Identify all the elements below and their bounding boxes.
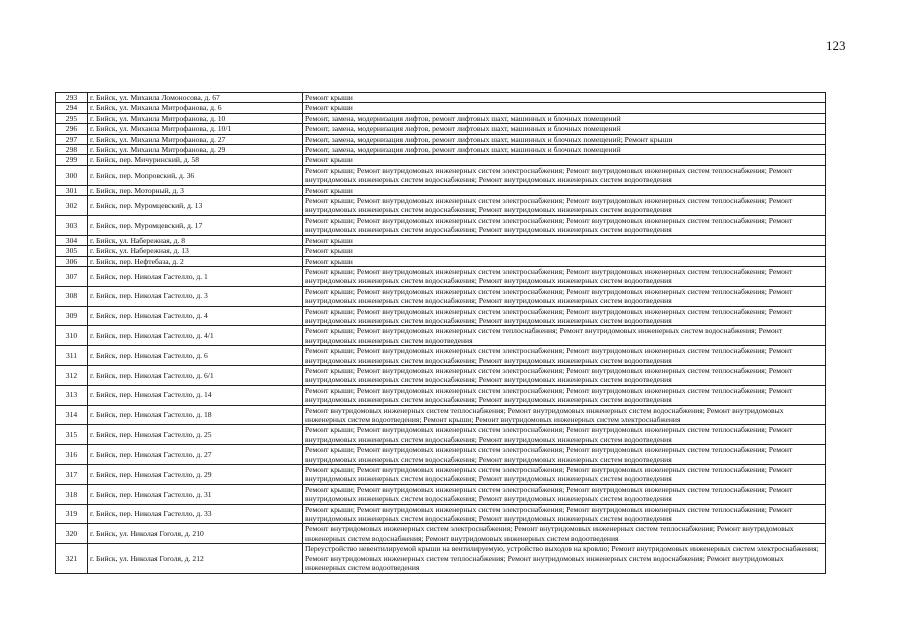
row-work-type: Ремонт крыши; Ремонт внутридомовых инженерных систем электроснабжения; Ремонт внутридомовых инженерных систем теплоснабжения; Ремонт внутридомовых инженерных систем водоснабжения; Ремонт внутридомовых инженерных систем водоотведения: [303, 286, 826, 306]
row-number: 303: [56, 215, 88, 235]
row-address: г. Бийск, пер. Николая Гастелло, д. 14: [88, 385, 303, 405]
table-row: [56, 465, 826, 485]
row-number: 305: [56, 246, 88, 256]
row-number: 302: [56, 196, 88, 216]
row-number: 320: [56, 524, 88, 544]
row-number: 309: [56, 306, 88, 326]
table-row: [56, 145, 826, 155]
table-row: [56, 134, 826, 144]
table-row: [56, 405, 826, 425]
row-number: 300: [56, 165, 88, 185]
row-address: г. Бийск, пер. Моторный, д. 3: [88, 185, 303, 195]
row-number: 304: [56, 235, 88, 245]
row-work-type: Ремонт крыши; Ремонт внутридомовых инженерных систем теплоснабжения; Ремонт внутридомовых инженерных систем водоснабжения; Ремонт внутридомовых инженерных систем водоотведения: [303, 326, 826, 346]
row-work-type: Ремонт крыши; Ремонт внутридомовых инженерных систем электроснабжения; Ремонт внутридомовых инженерных систем теплоснабжения; Ремонт внутридомовых инженерных систем водоснабжения; Ремонт внутридомовых инженерных систем водоотведения: [303, 165, 826, 185]
row-work-type: Ремонт, замена, модернизация лифтов, ремонт лифтовых шахт, машинных и блочных помещений: [303, 145, 826, 155]
table-row: [56, 425, 826, 445]
row-address: г. Бийск, ул. Михаила Митрофанова, д. 10: [88, 113, 303, 123]
table-row: [56, 286, 826, 306]
row-number: 318: [56, 484, 88, 504]
table-row: [56, 484, 826, 504]
table-row: [56, 235, 826, 245]
row-number: 315: [56, 425, 88, 445]
row-address: г. Бийск, пер. Николая Гастелло, д. 31: [88, 484, 303, 504]
table-row: [56, 346, 826, 366]
row-address: г. Бийск, пер. Николая Гастелло, д. 6/1: [88, 365, 303, 385]
row-address: г. Бийск, пер. Николая Гастелло, д. 25: [88, 425, 303, 445]
row-address: г. Бийск, пер. Мопровский, д. 36: [88, 165, 303, 185]
row-work-type: Ремонт, замена, модернизация лифтов, ремонт лифтовых шахт, машинных и блочных помещений: [303, 124, 826, 134]
row-address: г. Бийск, пер. Николая Гастелло, д. 4/1: [88, 326, 303, 346]
table-row: [56, 196, 826, 216]
row-number: 295: [56, 113, 88, 123]
row-number: 296: [56, 124, 88, 134]
row-address: г. Бийск, пер. Муромцевский, д. 17: [88, 215, 303, 235]
row-address: г. Бийск, пер. Николая Гастелло, д. 18: [88, 405, 303, 425]
table-row: [56, 165, 826, 185]
row-number: 319: [56, 504, 88, 524]
table-row: [56, 306, 826, 326]
table-row: [56, 445, 826, 465]
row-work-type: Переустройство невентилируемой крыши на вентилируемую, устройство выходов на кровлю; Ремонт внутридомовых инженерных систем электроснабжения; Ремонт внутридомовых инженерных систем теплоснабжения; Ремонт внутридомовых инженерных систем водоснабжения; Ремонт внутридомовых инженерных систем водоотведения: [303, 544, 826, 573]
row-address: г. Бийск, ул. Михаила Митрофанова, д. 27: [88, 134, 303, 144]
row-work-type: Ремонт крыши; Ремонт внутридомовых инженерных систем электроснабжения; Ремонт внутридомовых инженерных систем теплоснабжения; Ремонт внутридомовых инженерных систем водоснабжения; Ремонт внутридомовых инженерных систем водоотведения: [303, 465, 826, 485]
table-row: [56, 266, 826, 286]
row-work-type: Ремонт крыши; Ремонт внутридомовых инженерных систем электроснабжения; Ремонт внутридомовых инженерных систем теплоснабжения; Ремонт внутридомовых инженерных систем водоснабжения; Ремонт внутридомовых инженерных систем водоотведения: [303, 266, 826, 286]
table-row: [56, 113, 826, 123]
row-address: г. Бийск, пер. Николая Гастелло, д. 1: [88, 266, 303, 286]
row-work-type: Ремонт крыши; Ремонт внутридомовых инженерных систем электроснабжения; Ремонт внутридомовых инженерных систем теплоснабжения; Ремонт внутридомовых инженерных систем водоснабжения; Ремонт внутридомовых инженерных систем водоотведения: [303, 365, 826, 385]
row-address: г. Бийск, пер. Николая Гастелло, д. 27: [88, 445, 303, 465]
row-work-type: Ремонт крыши: [303, 185, 826, 195]
row-number: 314: [56, 405, 88, 425]
row-address: г. Бийск, ул. Михаила Митрофанова, д. 29: [88, 145, 303, 155]
row-number: 321: [56, 544, 88, 573]
table-row: [56, 326, 826, 346]
row-number: 313: [56, 385, 88, 405]
row-number: 310: [56, 326, 88, 346]
row-work-type: Ремонт крыши: [303, 235, 826, 245]
row-number: 299: [56, 155, 88, 165]
row-work-type: Ремонт крыши: [303, 256, 826, 266]
row-address: г. Бийск, пер. Муромцевский, д. 13: [88, 196, 303, 216]
row-address: г. Бийск, ул. Набережная, д. 13: [88, 246, 303, 256]
row-address: г. Бийск, ул. Николая Гоголя, д. 210: [88, 524, 303, 544]
row-work-type: Ремонт крыши: [303, 246, 826, 256]
row-work-type: Ремонт крыши: [303, 155, 826, 165]
row-address: г. Бийск, ул. Николая Гоголя, д. 212: [88, 544, 303, 573]
row-work-type: Ремонт крыши: [303, 93, 826, 103]
row-address: г. Бийск, ул. Набережная, д. 8: [88, 235, 303, 245]
row-number: 297: [56, 134, 88, 144]
row-number: 307: [56, 266, 88, 286]
table-row: [56, 385, 826, 405]
row-number: 312: [56, 365, 88, 385]
row-address: г. Бийск, пер. Мичуринский, д. 58: [88, 155, 303, 165]
row-number: 317: [56, 465, 88, 485]
table-row: [56, 215, 826, 235]
row-number: 294: [56, 103, 88, 113]
row-work-type: Ремонт крыши; Ремонт внутридомовых инженерных систем электроснабжения; Ремонт внутридомовых инженерных систем теплоснабжения; Ремонт внутридомовых инженерных систем водоснабжения; Ремонт внутридомовых инженерных систем водоотведения: [303, 445, 826, 465]
table-row: [56, 124, 826, 134]
row-address: г. Бийск, пер. Нефтебаза, д. 2: [88, 256, 303, 266]
row-address: г. Бийск, пер. Николая Гастелло, д. 29: [88, 465, 303, 485]
table-row: [56, 524, 826, 544]
row-work-type: Ремонт крыши; Ремонт внутридомовых инженерных систем электроснабжения; Ремонт внутридомовых инженерных систем теплоснабжения; Ремонт внутридомовых инженерных систем водоснабжения; Ремонт внутридомовых инженерных систем водоотведения: [303, 504, 826, 524]
table-row: [56, 256, 826, 266]
row-address: г. Бийск, ул. Михаила Митрофанова, д. 10/1: [88, 124, 303, 134]
row-number: 298: [56, 145, 88, 155]
row-work-type: Ремонт крыши; Ремонт внутридомовых инженерных систем электроснабжения; Ремонт внутридомовых инженерных систем теплоснабжения; Ремонт внутридомовых инженерных систем водоснабжения; Ремонт внутридомовых инженерных систем водоотведения: [303, 306, 826, 326]
table-row: [56, 544, 826, 573]
row-work-type: Ремонт крыши; Ремонт внутридомовых инженерных систем электроснабжения; Ремонт внутридомовых инженерных систем теплоснабжения; Ремонт внутридомовых инженерных систем водоснабжения; Ремонт внутридомовых инженерных систем водоотведения: [303, 215, 826, 235]
row-address: г. Бийск, пер. Николая Гастелло, д. 33: [88, 504, 303, 524]
row-work-type: Ремонт крыши; Ремонт внутридомовых инженерных систем электроснабжения; Ремонт внутридомовых инженерных систем теплоснабжения; Ремонт внутридомовых инженерных систем водоснабжения; Ремонт внутридомовых инженерных систем водоотведения: [303, 385, 826, 405]
row-address: г. Бийск, ул. Михаила Ломоносова, д. 67: [88, 93, 303, 103]
table-row: [56, 155, 826, 165]
row-number: 316: [56, 445, 88, 465]
row-number: 308: [56, 286, 88, 306]
row-address: г. Бийск, ул. Михаила Митрофанова, д. 6: [88, 103, 303, 113]
row-work-type: Ремонт крыши; Ремонт внутридомовых инженерных систем электроснабжения; Ремонт внутридомовых инженерных систем теплоснабжения; Ремонт внутридомовых инженерных систем водоснабжения; Ремонт внутридомовых инженерных систем водоотведения: [303, 346, 826, 366]
row-address: г. Бийск, пер. Николая Гастелло, д. 3: [88, 286, 303, 306]
table-row: [56, 504, 826, 524]
row-number: 293: [56, 93, 88, 103]
page-number: 123: [826, 38, 846, 53]
table-row: [56, 365, 826, 385]
repair-registry-table: [55, 92, 826, 574]
table-row: [56, 246, 826, 256]
row-number: 306: [56, 256, 88, 266]
row-address: г. Бийск, пер. Николая Гастелло, д. 4: [88, 306, 303, 326]
registry-body: [56, 93, 826, 574]
row-work-type: Ремонт крыши: [303, 103, 826, 113]
row-work-type: Ремонт внутридомовых инженерных систем электроснабжения; Ремонт внутридомовых инженерных систем теплоснабжения; Ремонт внутридомовых инженерных систем водоснабжения; Ремонт внутридомовых инженерных систем водоотведения: [303, 524, 826, 544]
row-address: г. Бийск, пер. Николая Гастелло, д. 6: [88, 346, 303, 366]
table-row: [56, 93, 826, 103]
row-work-type: Ремонт, замена, модернизация лифтов, ремонт лифтовых шахт, машинных и блочных помещений: [303, 113, 826, 123]
row-work-type: Ремонт, замена, модернизация лифтов, ремонт лифтовых шахт, машинных и блочных помещений; Ремонт крыши: [303, 134, 826, 144]
table-row: [56, 185, 826, 195]
row-work-type: Ремонт крыши; Ремонт внутридомовых инженерных систем электроснабжения; Ремонт внутридомовых инженерных систем теплоснабжения; Ремонт внутридомовых инженерных систем водоснабжения; Ремонт внутридомовых инженерных систем водоотведения: [303, 425, 826, 445]
row-work-type: Ремонт внутридомовых инженерных систем теплоснабжения; Ремонт внутридомовых инженерных систем водоснабжения; Ремонт внутридомовых инженерных систем водоотведения; Ремонт крыши; Ремонт внутридомовых инженерных систем электроснабжения: [303, 405, 826, 425]
row-work-type: Ремонт крыши; Ремонт внутридомовых инженерных систем электроснабжения; Ремонт внутридомовых инженерных систем теплоснабжения; Ремонт внутридомовых инженерных систем водоснабжения; Ремонт внутридомовых инженерных систем водоотведения: [303, 196, 826, 216]
row-work-type: Ремонт крыши; Ремонт внутридомовых инженерных систем электроснабжения; Ремонт внутридомовых инженерных систем теплоснабжения; Ремонт внутридомовых инженерных систем водоснабжения; Ремонт внутридомовых инженерных систем водоотведения: [303, 484, 826, 504]
table-row: [56, 103, 826, 113]
row-number: 301: [56, 185, 88, 195]
row-number: 311: [56, 346, 88, 366]
